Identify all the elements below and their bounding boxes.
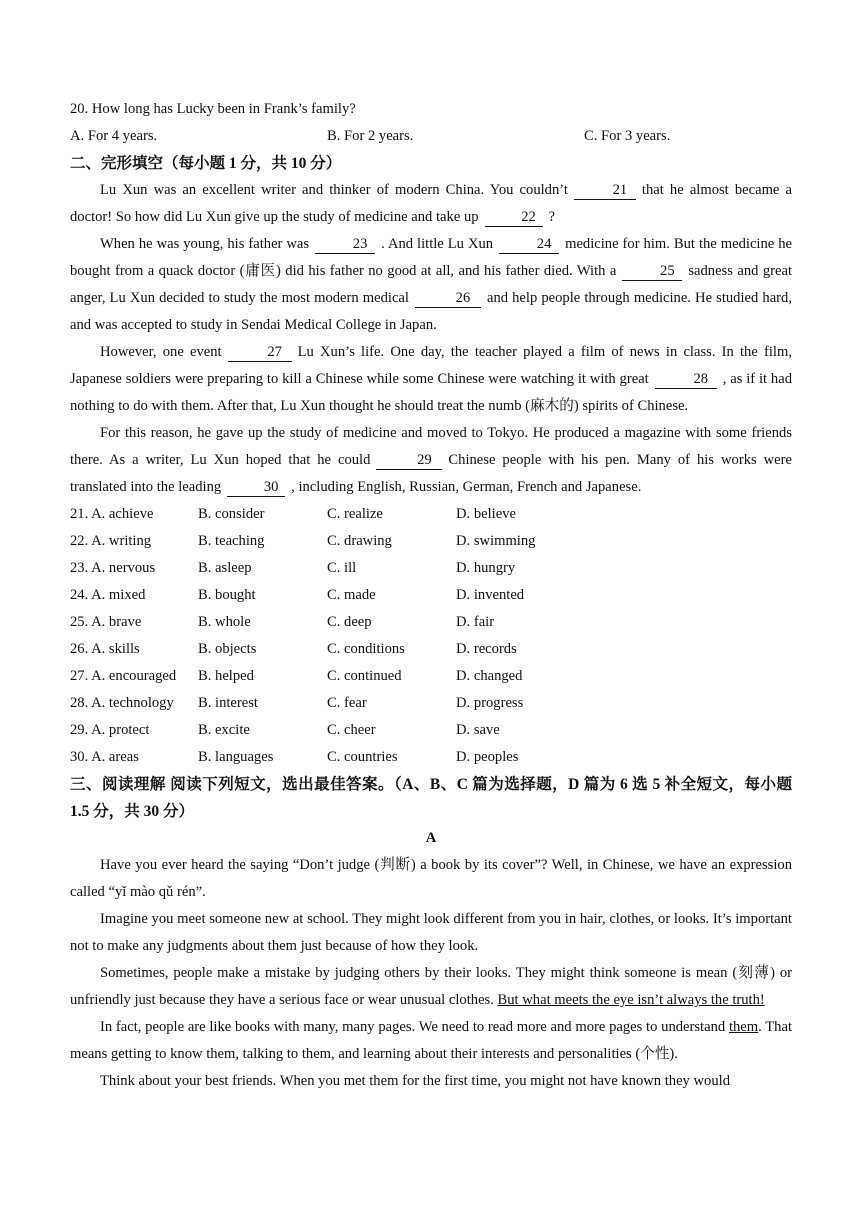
option-c: C. continued [327,668,402,684]
option-b: B. objects [198,641,257,657]
blank-26: 26 [415,289,481,308]
text: Lu Xun was an excellent writer and thinker of modern China. You couldn’t [100,182,568,198]
option-b: B. languages [198,749,274,765]
cloze-paragraph-3 [70,339,792,420]
text: and help people through medicine. He studied hard, and was accepted to study in Sendai Medical College in Japan. [70,290,792,333]
text: However, one event [100,344,222,360]
cloze-paragraph-2 [70,231,792,339]
option-b: B. whole [198,614,251,630]
option-a: 26. A. skills [70,641,140,657]
option-a: 27. A. encouraged [70,668,177,684]
text: . That means getting to know them, talking to them, and learning about their interests and personalities (个性). [70,1019,792,1062]
cloze-section-heading: 二、完形填空（每小题 1 分，共 10 分） [70,155,342,172]
option-d: D. swimming [456,533,536,549]
option-row-21 [70,501,792,528]
option-c: C. cheer [327,722,376,738]
option-a: 25. A. brave [70,614,142,630]
option-d: D. changed [456,668,523,684]
option-row-24 [70,582,792,609]
option-d: D. hungry [456,560,516,576]
option-b: B. bought [198,587,256,603]
option-a: 29. A. protect [70,722,150,738]
option-20c: C. For 3 years. [584,128,671,144]
option-d: D. progress [456,695,524,711]
text: , as if it had nothing to do with them. After that, Lu Xun thought he should treat the numb (麻木的) spirits of Chinese. [70,371,792,414]
option-d: D. peoples [456,749,519,765]
passage-a-label: A [425,830,437,846]
option-row-27 [70,663,792,690]
option-row-28 [70,690,792,717]
option-c: C. countries [327,749,398,765]
option-d: D. fair [456,614,495,630]
text: Chinese people with his pen. Many of his works were translated into the leading [70,452,792,495]
reading-section-heading: 三、阅读理解 阅读下列短文，选出最佳答案。（A、B、C 篇为选择题，D 篇为 6 选 5 补全短文，每小题 1.5 分，共 30 分） [70,776,792,820]
option-b: B. helped [198,668,254,684]
text: Lu Xun’s life. One day, the teacher played a film of news in class. In the film, Japanese soldiers were preparing to kill a Chinese while some Chinese were watching it with great [70,344,792,387]
option-c: C. deep [327,614,372,630]
option-b: B. consider [198,506,265,522]
option-c: C. fear [327,695,367,711]
exam-page [70,96,792,1095]
option-c: C. made [327,587,376,603]
reading-paragraph-5: Think about your best friends. When you met them for the first time, you might not have known they would [100,1073,730,1089]
question-20-options [70,123,792,150]
option-row-26 [70,636,792,663]
option-d: D. invented [456,587,525,603]
question-20-stem: 20. How long has Lucky been in Frank’s family? [70,101,356,117]
text: that he almost became a doctor! So how did Lu Xun give up the study of medicine and take up [70,182,793,225]
option-b: B. asleep [198,560,252,576]
blank-28: 28 [655,370,717,389]
option-20b: B. For 2 years. [327,128,414,144]
blank-23: 23 [315,235,375,254]
option-a: 30. A. areas [70,749,139,765]
blank-27: 27 [228,343,292,362]
option-a: 28. A. technology [70,695,174,711]
text: , including English, Russian, German, French and Japanese. [291,479,642,495]
option-row-22 [70,528,792,555]
option-c: C. realize [327,506,383,522]
underlined-sentence: But what meets the eye isn’t always the truth! [497,992,765,1008]
option-b: B. teaching [198,533,265,549]
option-row-23 [70,555,792,582]
option-a: 21. A. achieve [70,506,154,522]
option-row-30 [70,744,792,771]
text: In fact, people are like books with many, many pages. We need to read more and more pages to understand [100,1019,726,1035]
option-c: C. ill [327,560,357,576]
option-row-29 [70,717,792,744]
option-a: 22. A. writing [70,533,152,549]
text: For this reason, he gave up the study of medicine and moved to Tokyo. He produced a magazine with some friends there. As a writer, Lu Xun hoped that he could [70,425,792,468]
option-b: B. excite [198,722,250,738]
blank-29: 29 [376,451,442,470]
option-row-25 [70,609,792,636]
blank-21: 21 [574,181,636,200]
option-a: 24. A. mixed [70,587,146,603]
text: . And little Lu Xun [381,236,494,252]
blank-30: 30 [227,478,285,497]
blank-25: 25 [622,262,682,281]
option-b: B. interest [198,695,258,711]
option-d: D. save [456,722,500,738]
option-d: D. believe [456,506,516,522]
cloze-options [70,501,792,771]
reading-paragraph-2: Imagine you meet someone new at school. They might look different from you in hair, clothes, or looks. It’s important not to make any judgments about them just because of how they look. [70,911,792,954]
blank-22: 22 [485,208,543,227]
option-d: D. records [456,641,517,657]
option-a: 23. A. nervous [70,560,156,576]
text: When he was young, his father was [100,236,310,252]
reading-paragraph-4 [70,1014,792,1068]
text: Sometimes, people make a mistake by judging others by their looks. They might think someone is mean (刻薄) or unfriendly just because they have a serious face or wear unusual clothes. [70,965,792,1008]
reading-paragraph-3 [70,960,792,1014]
text: ? [548,209,556,225]
cloze-paragraph-4 [70,420,792,501]
text: sadness and great anger, Lu Xun decided to study the most modern medical [70,263,792,306]
option-c: C. drawing [327,533,392,549]
cloze-paragraph-1 [70,177,792,231]
text: medicine for him. But the medicine he bought from a quack doctor (庸医) did his father no good at all, and his father died. With a [70,236,793,279]
blank-24: 24 [499,235,559,254]
underlined-word-them: them [728,1019,759,1035]
reading-paragraph-1: Have you ever heard the saying “Don’t judge (判断) a book by its cover”? Well, in Chinese, we have an expression called “yǐ mào qǔ rén”. [70,857,792,900]
option-20a: A. For 4 years. [70,128,158,144]
option-c: C. conditions [327,641,405,657]
